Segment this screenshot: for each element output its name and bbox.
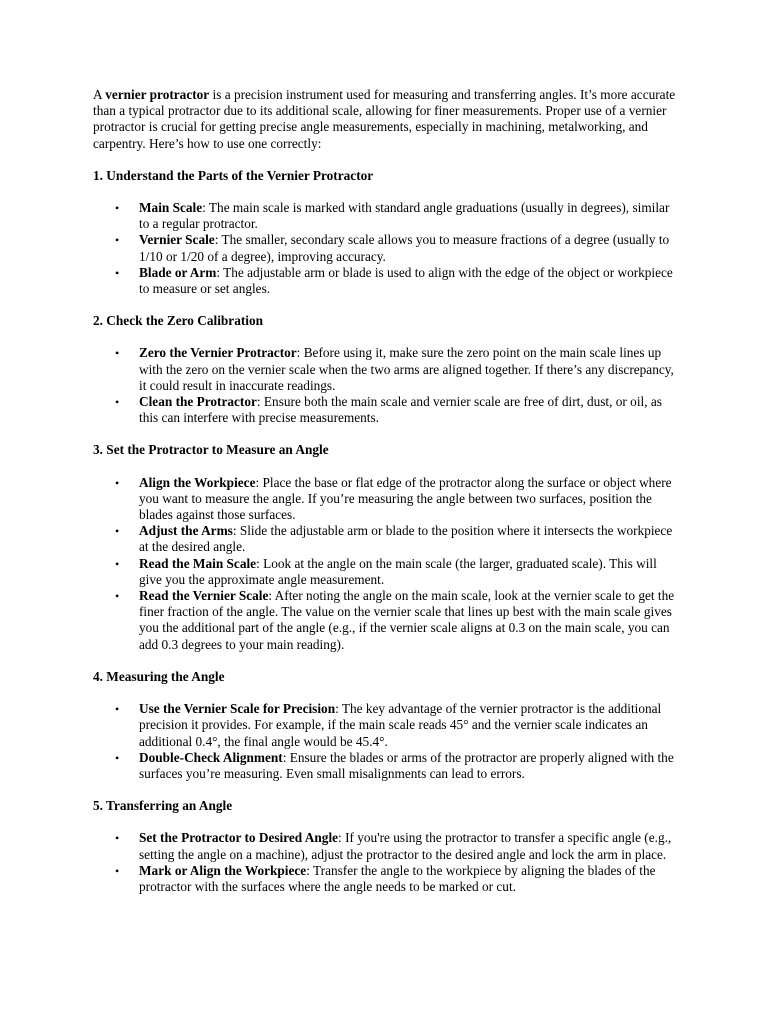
- list-item: [115, 232, 678, 264]
- list-item-text: : Before using it, make sure the zero point on the main scale lines up with the zero on the vernier scale when the two arms are aligned together. If there’s any discrepancy, it could result in inaccurate readings.: [139, 345, 674, 393]
- list-item-term: Blade or Arm: [139, 264, 217, 280]
- list-item: [115, 394, 678, 426]
- section-heading: 2. Check the Zero Calibration: [93, 313, 264, 329]
- list-item-term: Vernier Scale: [139, 232, 215, 248]
- list-item-term: Set the Protractor to Desired Angle: [139, 830, 339, 846]
- list-item-text: : Transfer the angle to the workpiece by aligning the blades of the protractor with the surfaces where the angle needs to be marked or cut.: [139, 862, 656, 894]
- bullet-icon: •: [115, 831, 120, 846]
- bullet-icon: •: [115, 475, 120, 490]
- document-page: [93, 87, 678, 911]
- list-item-text: : The adjustable arm or blade is used to align with the edge of the object or workpiece to measure or set angles.: [139, 264, 673, 297]
- list-item: [115, 555, 678, 588]
- intro-term: vernier protractor: [105, 87, 210, 102]
- section-heading: 5. Transferring an Angle: [93, 798, 233, 814]
- list-item-term: Clean the Protractor: [139, 394, 257, 410]
- list-item-text: : If you're using the protractor to transfer a specific angle (e.g., setting the angle on a machine), adjust the protractor to the desired angle and lock the arm in place.: [139, 830, 672, 862]
- bullet-icon: •: [115, 524, 120, 539]
- list-item: [115, 200, 678, 232]
- list-item: [115, 862, 678, 895]
- list-item-text: : Ensure both the main scale and vernier scale are free of dirt, dust, or oil, as this can interfere with precise measurements.: [139, 394, 662, 426]
- list-item: [115, 345, 678, 394]
- bullet-icon: •: [115, 750, 120, 765]
- list-item-term: Use the Vernier Scale for Precision: [139, 701, 336, 717]
- list-item: [115, 588, 678, 653]
- list-item-term: Mark or Align the Workpiece: [139, 862, 307, 878]
- list-item-text: : Place the base or flat edge of the protractor along the surface or object where you want to measure the angle. If you’re measuring the angle between two surfaces, position the blades against those surfaces.: [139, 474, 672, 523]
- list-item: [115, 474, 678, 524]
- intro-paragraph: [93, 87, 678, 152]
- section-heading: 1. Understand the Parts of the Vernier Protractor: [93, 167, 374, 183]
- bullet-icon: •: [115, 556, 120, 571]
- list-item: [115, 523, 678, 555]
- bullet-list: [93, 200, 678, 297]
- bullet-icon: •: [115, 201, 120, 216]
- section-heading: 3. Set the Protractor to Measure an Angle: [93, 442, 329, 458]
- bullet-icon: •: [115, 702, 120, 717]
- bullet-list: [93, 345, 678, 426]
- list-item-text: : Ensure the blades or arms of the protractor are properly aligned with the surfaces you’re measuring. Even small misalignments can lead to errors.: [139, 749, 674, 781]
- list-item: [115, 701, 678, 750]
- list-item-text: : The smaller, secondary scale allows you to measure fractions of a degree (usually to 1/10 or 1/20 of a degree), improving accuracy.: [139, 232, 670, 264]
- bullet-icon: •: [115, 589, 120, 604]
- list-item-term: Adjust the Arms: [139, 523, 233, 539]
- intro-before: A: [93, 87, 106, 102]
- bullet-icon: •: [115, 395, 120, 410]
- list-item-term: Read the Main Scale: [139, 555, 257, 571]
- list-item-text: : After noting the angle on the main scale, look at the vernier scale to get the finer fraction of the angle. The value on the vernier scale that lines up best with the main scale gives you the additional part of the angle (e.g., if the vernier scale aligns at 0.3 on the main scale, you can add 0.3 degrees to your main reading).: [139, 588, 675, 652]
- section-heading: 4. Measuring the Angle: [93, 668, 225, 684]
- list-item-text: : Slide the adjustable arm or blade to the position where it intersects the workpiece at the desired angle.: [139, 523, 673, 555]
- list-item-term: Read the Vernier Scale: [139, 588, 269, 604]
- bullet-list: [93, 830, 678, 895]
- intro-after: is a precision instrument used for measuring and transferring angles. It’s more accurate than a typical protractor due to its additional scale, allowing for finer measurements. Proper use of a vernier protractor is crucial for getting precise angle measurements, especially in machining, metalworking, and carpentry. Here’s how to use one correctly:: [93, 87, 676, 151]
- list-item-text: : Look at the angle on the main scale (the larger, graduated scale). This will give you the approximate angle measurement.: [139, 555, 657, 587]
- list-item: [115, 264, 678, 297]
- list-item-term: Zero the Vernier Protractor: [139, 345, 297, 361]
- bullet-icon: •: [115, 346, 120, 361]
- bullet-icon: •: [115, 863, 120, 878]
- list-item-term: Main Scale: [139, 200, 203, 216]
- list-item-text: : The key advantage of the vernier protractor is the additional precision it provides. For example, if the main scale reads 45° and the vernier scale indicates an additional 0.4°, the final angle would be 45.4°.: [139, 701, 662, 749]
- list-item-term: Align the Workpiece: [139, 474, 256, 490]
- bullet-list: [93, 701, 678, 782]
- list-item: [115, 830, 678, 862]
- bullet-icon: •: [115, 265, 120, 280]
- list-item-term: Double-Check Alignment: [139, 749, 283, 765]
- list-item: [115, 749, 678, 782]
- bullet-list: [93, 475, 678, 653]
- bullet-icon: •: [115, 233, 120, 248]
- list-item-text: : The main scale is marked with standard angle graduations (usually in degrees), similar to a regular protractor.: [139, 200, 670, 232]
